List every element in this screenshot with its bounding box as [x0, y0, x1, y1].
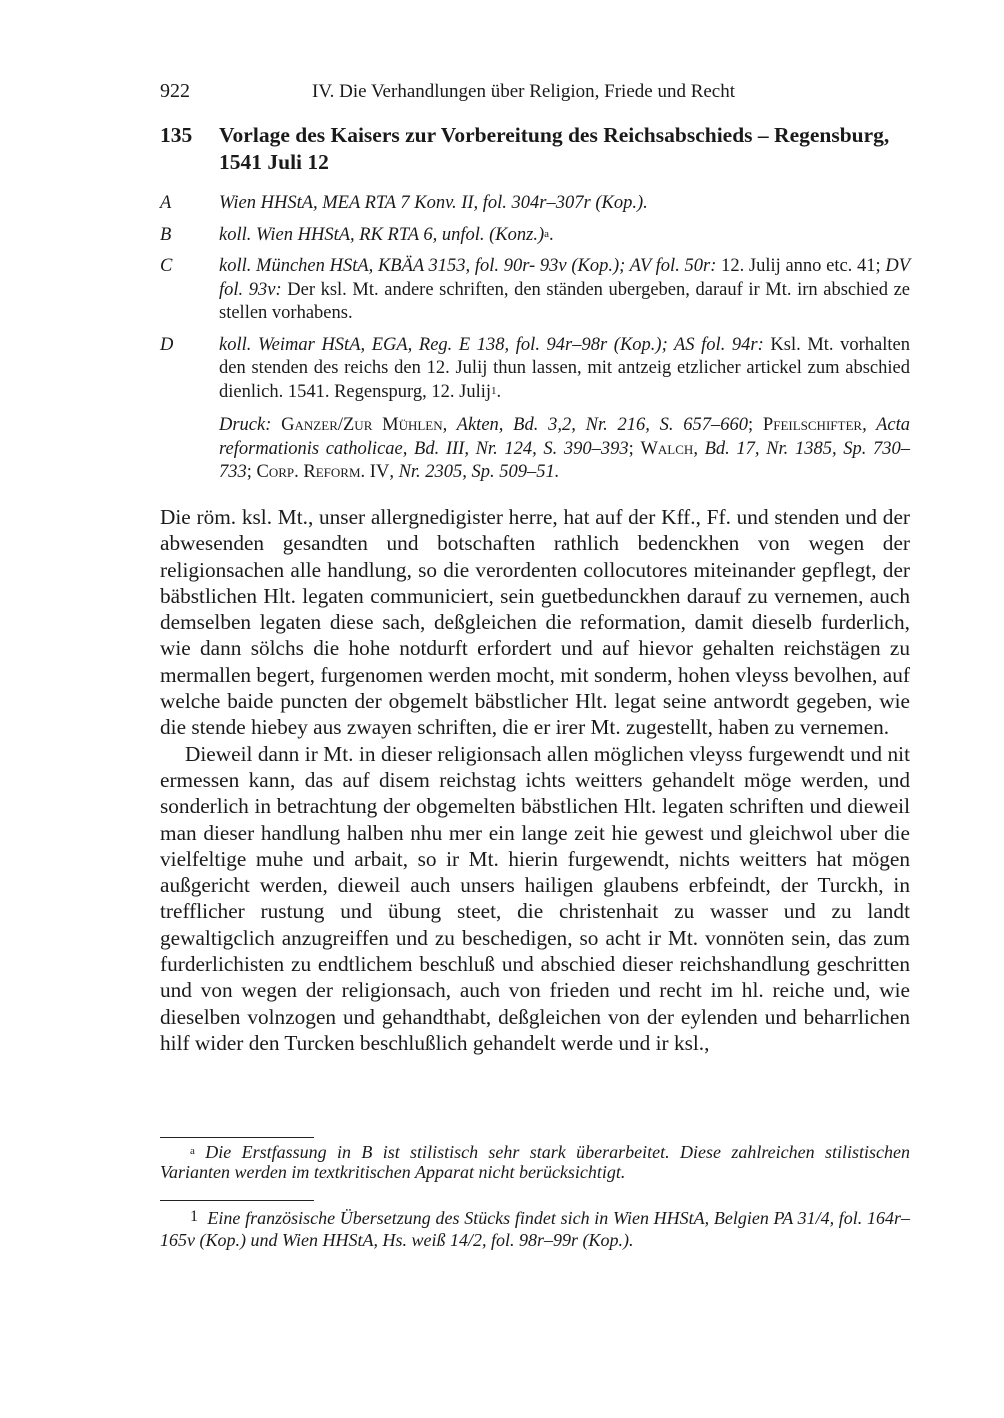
- document-number: 135: [160, 123, 193, 147]
- footnote-text: Die Erstfassung in B ist stilistisch sehr stark überarbeitet. Diese zahlreichen stilistischen Varianten werden im textkritischen Apparat nicht berücksichtigt.: [160, 1142, 910, 1182]
- running-head: [160, 80, 910, 108]
- footnote-rule: [160, 1137, 314, 1138]
- page-number: 922: [160, 80, 190, 102]
- source-sigle: C: [160, 256, 173, 276]
- footnote-1: [160, 1208, 910, 1250]
- source-sigle: A: [160, 193, 172, 213]
- footnote-marker[interactable]: 1: [491, 384, 497, 397]
- edition-author: Walch: [640, 438, 694, 459]
- footnote-mark: a: [190, 1145, 195, 1157]
- source-reference: koll. München HStA, KBÄA 3153, fol. 90r- 93v (Kop.); AV fol. 50r:: [219, 256, 717, 276]
- edition-reference: , Akten, Bd. 3,2, Nr. 216, S. 657–660: [442, 415, 749, 435]
- main-text: [160, 504, 910, 1056]
- source-sigle: D: [160, 334, 174, 355]
- source-reference: koll. Weimar HStA, EGA, Reg. E 138, fol. 94r–98r (Kop.); AS fol. 94r:: [219, 334, 764, 355]
- document-title: Vorlage des Kaisers zur Vorbereitung des Reichsabschieds – Regensburg, 1541 Juli 12: [219, 123, 890, 174]
- source-note-2: Der ksl. Mt. andere schriften, den ständen ubergeben, darauf ir Mt. irn abschied ze stellen vorhabens.: [219, 279, 910, 323]
- footnote-mark: 1: [190, 1208, 198, 1225]
- source-list: [160, 192, 910, 485]
- footnote-marker[interactable]: a: [544, 227, 549, 240]
- footnote-rule: [160, 1200, 314, 1201]
- edition-reference: , Nr. 2305, Sp. 509–51.: [389, 462, 560, 482]
- druck-label: Druck:: [219, 415, 272, 435]
- footnote-text: Eine französische Übersetzung des Stücks findet sich in Wien HHStA, Belgien PA 31/4, fol. 164r–165v (Kop.) und Wien HHStA, Hs. weiß 14/2, fol. 98r–99r (Kop.).: [160, 1208, 910, 1250]
- edition-volume: IV: [365, 462, 390, 482]
- source-entry-c: [160, 255, 910, 326]
- paragraph: Die röm. ksl. Mt., unser allergnedigister herre, hat auf der Kff., Ff. und stenden und der abwesenden gesandten und botschaften rathlich bedenckhen von wegen der religionsachen alle handlung, so die verordenten collocutores miteinander gepflegt, der bäbstlichen Hlt. legaten communiciert, sein guetbedunckhen darauf zu vernemen, auch demselben legaten diese sach, deßgleichen die reformation, damit dieselb furderlich, wie dann sölchs die hohe notdurft erfordert und auf hievor gehalten reichstägen zu mermallen begert, furgenomen werden mocht, mit sonderm, hohen vleyss bevolhen, auf welche baide puncten der obgemelt bäbstlicher Hlt. legat seine antwordt gegeben, wie die stende hiebey aus zwayen schriften, die er irer Mt. zugestellt, haben zu vernemen.: [160, 505, 910, 740]
- separator: ;: [628, 438, 641, 459]
- source-entry-b: [160, 224, 910, 248]
- source-note: Ksl. Mt. vorhalten den stenden des reichs den 12. Julij thun lassen, mit antzeig etzlicher artickel zum abschied dienlich. 1541. Regenspurg, 12. Julij: [219, 334, 911, 402]
- source-entry-d: [160, 334, 910, 405]
- edition-author: Ganzer/Zur Mühlen: [281, 415, 443, 435]
- source-end: .: [496, 381, 502, 402]
- separator: ;: [246, 462, 257, 482]
- print-editions: [219, 414, 910, 485]
- edition-author: Pfeilschifter: [762, 415, 863, 435]
- source-note: 12. Julij anno etc. 41;: [716, 256, 886, 276]
- paragraph: Dieweil dann ir Mt. in dieser religionsach allen möglichen vleyss furgewendt und nit ermessen kann, das auf disem reichstag ichts weitters gehandelt möge werden, und sonderlich in betrachtung der obgemelten bäbstlichen Hlt. legaten schriften und dieweil man dieser handlung halben nhu mer ein lange zeit hie gewest und gleichwol uber die vielfeltige muhe und arbait, so ir Mt. hierin furgewendt, nichts weitters hat mögen außgericht werden, dieweil auch unsers hailigen glaubens erbfeindt, der Turckh, in trefflicher rustung und übung steet, die christenhait zu wasser und zu landt gewaltigclich anzugreiffen und zu beschedigen, so acht ir Mt. vonnöten sein, das zum furderlichisten zu endtlichem beschluß und abschied dieser reichshandlung geschritten und von wegen der religionsach, auch von frieden und recht im hl. reiche und, wie dieselben volnzogen und gehandthabt, deßgleichen von der eylenden und beharrlichen hilf wider den Turcken beschlußlich gehandelt werde und ir ksl.,: [160, 741, 910, 1055]
- source-reference: Wien HHStA, MEA RTA 7 Konv. II, fol. 304r–307r (Kop.).: [219, 193, 648, 213]
- edition-reference: , Bd. 17, Nr. 1385, Sp. 730–733: [219, 438, 910, 482]
- source-reference: koll. Wien HHStA, RK RTA 6, unfol. (Konz.): [219, 224, 545, 245]
- separator: ;: [748, 415, 763, 435]
- edition-author: Corp. Reform.: [256, 462, 366, 482]
- footnote-a: [160, 1142, 910, 1182]
- edition-reference: , Acta reformationis catholicae, Bd. III, Nr. 124, S. 390–393: [219, 415, 911, 459]
- source-entry-a: [160, 192, 910, 216]
- running-title: IV. Die Verhandlungen über Religion, Friede und Recht: [312, 81, 736, 102]
- source-sigle: B: [160, 224, 172, 245]
- source-reference-2: DV fol. 93v:: [219, 256, 910, 300]
- source-rest: .: [549, 224, 554, 245]
